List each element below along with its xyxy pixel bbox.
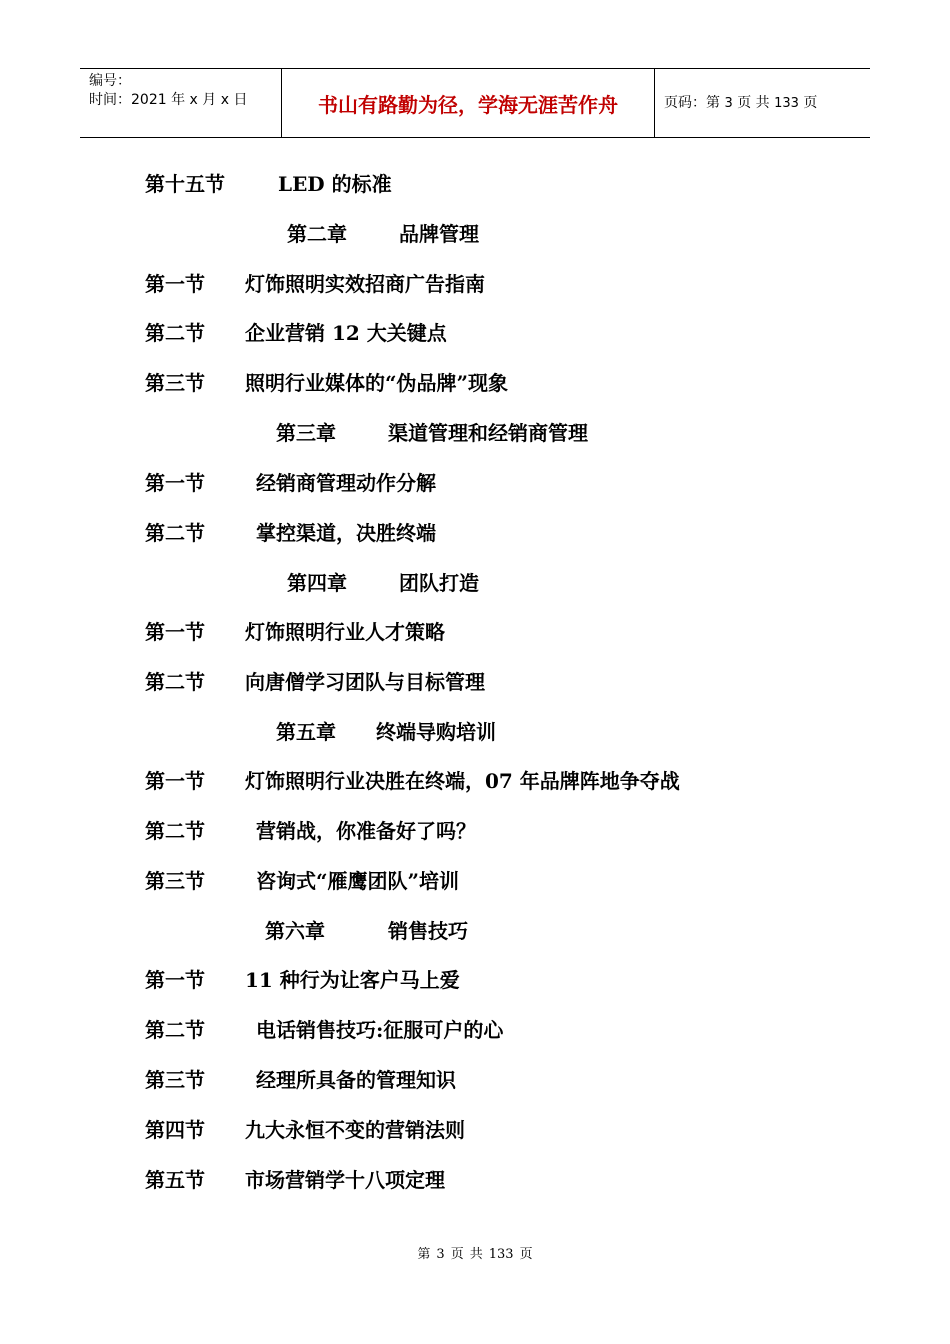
toc-chapter-heading <box>287 569 479 597</box>
section-title: 企业营销 12 大关键点 <box>245 321 447 345</box>
section-title: LED 的标准 <box>278 172 392 196</box>
chapter-number: 第五章 <box>276 720 336 744</box>
section-title: 照明行业媒体的“伪品牌”现象 <box>245 371 509 395</box>
section-title: 市场营销学十八项定理 <box>245 1168 445 1192</box>
header-page-info <box>664 93 817 114</box>
toc-chapter-heading <box>265 917 468 945</box>
section-number: 第二节 <box>145 1018 205 1042</box>
serial-label: 编号： <box>89 73 131 89</box>
section-number: 第一节 <box>145 769 205 793</box>
page-current: 3 <box>724 96 733 111</box>
section-title: 经销商管理动作分解 <box>256 471 436 495</box>
section-number: 第一节 <box>145 620 205 644</box>
section-number: 第三节 <box>145 371 205 395</box>
chapter-number: 第三章 <box>276 421 336 445</box>
section-number: 第二节 <box>145 819 205 843</box>
page-total: 133 <box>774 96 799 111</box>
section-title: 咨询式“雁鹰团队”培训 <box>256 869 460 893</box>
section-number: 第二节 <box>145 521 205 545</box>
section-number: 第十五节 <box>145 172 225 196</box>
section-title: 向唐僧学习团队与目标管理 <box>245 670 485 694</box>
toc-chapter-heading <box>276 718 496 746</box>
header-meta-cell <box>80 69 281 137</box>
page-suffix: 页 <box>803 95 818 111</box>
chapter-number: 第六章 <box>265 919 325 943</box>
chapter-number: 第二章 <box>287 222 347 246</box>
section-number: 第五节 <box>145 1168 205 1192</box>
chapter-title: 品牌管理 <box>399 222 479 246</box>
footer-mid1: 页 <box>450 1247 464 1262</box>
footer-total: 133 <box>488 1247 514 1262</box>
footer-suffix: 页 <box>519 1247 533 1262</box>
section-number: 第四节 <box>145 1118 205 1142</box>
section-title: 九大永恒不变的营销法则 <box>245 1118 465 1142</box>
page-footer <box>0 1246 950 1264</box>
section-number: 第三节 <box>145 869 205 893</box>
section-number: 第一节 <box>145 272 205 296</box>
chapter-title: 销售技巧 <box>388 919 468 943</box>
section-title: 电话销售技巧:征服可户的心 <box>256 1018 504 1042</box>
chapter-number: 第四章 <box>287 571 347 595</box>
toc-chapter-heading <box>287 220 479 248</box>
section-number: 第三节 <box>145 1068 205 1092</box>
section-title: 经理所具备的管理知识 <box>256 1068 456 1092</box>
motto-text: 书山有路勤为径，学海无涯苦作舟 <box>318 93 618 117</box>
chapter-title: 渠道管理和经销商管理 <box>388 421 588 445</box>
header-page-cell <box>654 69 870 137</box>
section-title: 灯饰照明行业决胜在终端，07 年品牌阵地争夺战 <box>245 769 680 793</box>
page-header <box>80 68 870 138</box>
toc-chapter-heading <box>276 419 588 447</box>
footer-mid2: 共 <box>469 1247 483 1262</box>
section-number: 第一节 <box>145 968 205 992</box>
section-title: 灯饰照明实效招商广告指南 <box>245 272 485 296</box>
header-motto-cell <box>281 69 655 137</box>
chapter-title: 终端导购培训 <box>376 720 496 744</box>
section-number: 第二节 <box>145 670 205 694</box>
footer-prefix: 第 <box>417 1247 431 1262</box>
section-title: 灯饰照明行业人才策略 <box>245 620 445 644</box>
section-number: 第一节 <box>145 471 205 495</box>
section-number: 第二节 <box>145 321 205 345</box>
page-prefix: 页码：第 <box>664 95 720 111</box>
chapter-title: 团队打造 <box>399 571 479 595</box>
section-title: 营销战，你准备好了吗？ <box>256 819 476 843</box>
section-title: 掌控渠道，决胜终端 <box>256 521 436 545</box>
footer-current: 3 <box>436 1247 445 1262</box>
section-title: 11 种行为让客户马上爱 <box>245 968 460 992</box>
time-label: 时间：2021 年 x 月 x 日 <box>89 92 248 108</box>
page-mid: 页 共 <box>737 95 770 111</box>
